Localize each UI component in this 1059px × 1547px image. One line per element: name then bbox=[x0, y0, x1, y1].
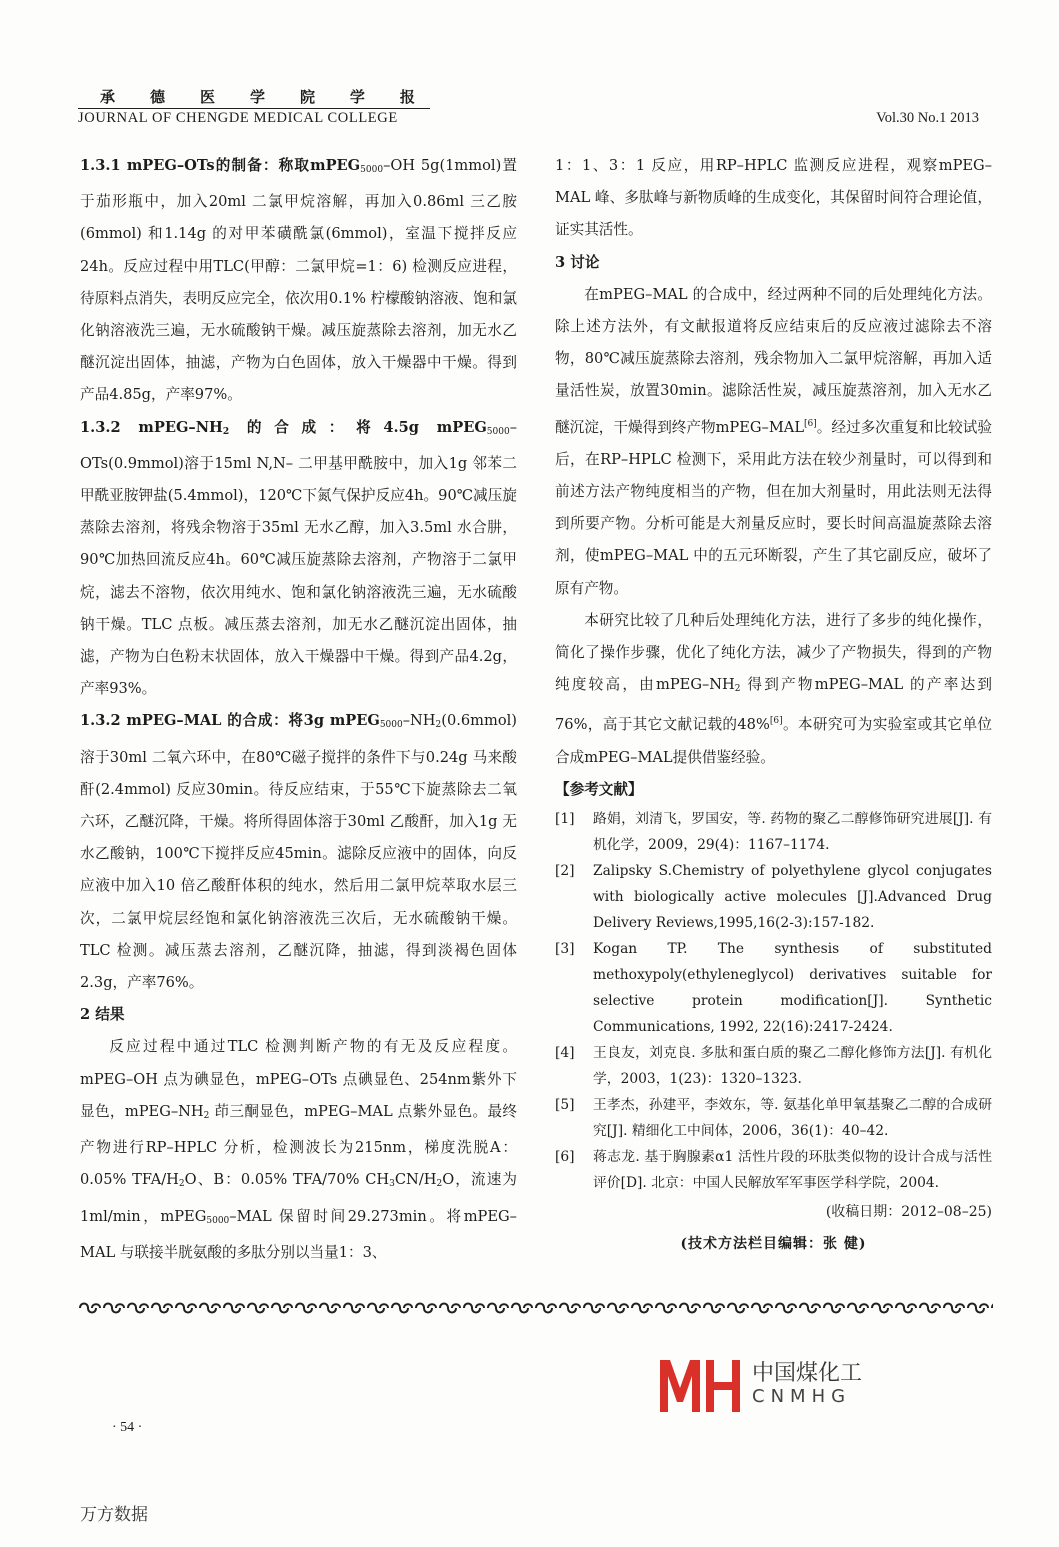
section-1-3-1: 1.3.1 mPEG–OTs的制备：称取mPEG$_{5000}$–OH 5g(1mmol)置于茄形瓶中，加入20ml 二氯甲烷溶解，再加入0.86ml 三乙胺(6mmol) 和1.14g 的对甲苯磺酰氯(6mmol)，室温下搅拌反应24h。反应过程中用TLC(甲醇：二氯甲烷=1：6) 检测反应进程，待原料点消失，表明反应完全，依次用0.1% 柠檬酸钠溶液、饱和氯化钠溶液洗三遍，无水硫酸钠干燥。减压旋蒸除去溶剂，加无水乙醚沉淀出固体，抽滤，产物为白色固体，放入干燥器中干燥。得到产品4.85g，产率97%。 bbox=[80, 157, 517, 404]
section-1-3-2-nh2: 1.3.2 mPEG–$NH_2$ 的合成：将4.5g mPEG$_{5000}$–OTs(0.9mmol)溶于15ml N,N– 二甲基甲酰胺中，加入1g 邻苯二甲酰亚胺钾盐(5.4mmol)，120℃下氮气保护反应4h。90℃减压旋蒸除去溶剂，将残余物溶于35ml 无水乙醇，加入3.5ml 水合肼，90℃加热回流反应4h。60℃减压旋蒸除去溶剂，产物溶于二氯甲烷，滤去不溶物，依次用纯水、饱和氯化钠溶液洗三遍，无水硫酸钠干燥。TLC 点板。减压蒸去溶剂，加无水乙醚沉淀出固体，抽滤，产物为白色粉末状固体，放入干燥器中干燥。得到产品4.2g，产率93%。 bbox=[80, 418, 517, 698]
left-column bbox=[80, 150, 517, 1269]
journal-title-cn bbox=[100, 86, 415, 107]
title-char: 学 bbox=[249, 88, 265, 106]
cnmhg-logo-icon bbox=[656, 1354, 744, 1414]
reference-item: [6] 蒋志龙. 基于胸腺素α1 活性片段的环肽类似物的设计合成与活性评价[D]. 北京：中国人民解放军军事医学科学院，2004. bbox=[555, 1149, 992, 1192]
section-2-title: 2 结果 bbox=[80, 1006, 125, 1024]
logo-text-cn: 中国煤化工 bbox=[752, 1361, 863, 1386]
title-char: 院 bbox=[299, 88, 315, 106]
source-watermark: 万方数据 bbox=[80, 1505, 148, 1525]
section-2-paragraph: 反应过程中通过TLC 检测判断产物的有无及反应程度。mPEG–OH 点为碘显色，mPEG–OTs 点碘显色、254nm紫外下显色，mPEG–$NH_2$ 茚三酮显色，mPEG–MAL 点紫外显色。最终产物进行RP–HPLC 分析，检测波长为215nm，梯度洗脱A：0.05% TFA/$H_2O$、B：0.05% TFA/70% $CH_3CN/H_2O$，流速为1ml/min，mPEG$_{5000}$–MAL 保留时间29.273min。将mPEG–MAL 与联接半胱氨酸的多肽分别以当量1：3、 bbox=[80, 1038, 518, 1261]
title-char: 医 bbox=[199, 88, 215, 106]
title-char: 承 bbox=[100, 88, 116, 106]
section-3-paragraph-1: 在mPEG–MAL 的合成中，经过两种不同的后处理纯化方法。除上述方法外，有文献报道将反应结束后的反应液过滤除去不溶物，80℃减压旋蒸除去溶剂，残余物加入二氯甲烷溶解，再加入适量活性炭，放置30min。滤除活性炭，减压旋蒸溶剂，加入无水乙醚沉淀，干燥得到终产物mPEG–MAL[6]。经过多次重复和比较试验后，在RP–HPLC 检测下，采用此方法在较少剂量时，可以得到和前述方法产物纯度相当的产物，但在加大剂量时，用此法则无法得到所要产物。分析可能是大剂量反应时，要长时间高温旋蒸除去溶剂，使mPEG–MAL 中的五元环断裂，产生了其它副反应，破坏了原有产物。 bbox=[555, 285, 992, 597]
section-3-title: 3 讨论 bbox=[555, 253, 600, 271]
section-2-continued: 1：1、3：1 反应，用RP–HPLC 监测反应进程，观察mPEG–MAL 峰、多肽峰与新物质峰的生成变化，其保留时间符合理论值，证实其活性。 bbox=[555, 157, 992, 239]
decorative-border bbox=[78, 1300, 993, 1316]
header-rule bbox=[78, 108, 430, 109]
reference-item: [4] 王良友，刘克良. 多肽和蛋白质的聚乙二醇化修饰方法[J]. 有机化学，2003，1(23)：1320–1323. bbox=[555, 1045, 992, 1088]
reference-item: [5] 王孝杰，孙建平，李效东，等. 氨基化单甲氧基聚乙二醇的合成研究[J]. 精细化工中间体，2006，36(1)：40–42. bbox=[555, 1097, 992, 1140]
reference-item: [3] Kogan TP. The synthesis of substituted methoxypoly(ethyleneglycol) derivatives suitable for selective protein modification[J]. Synthetic Communications, 1992, 22(16):2417-2424. bbox=[555, 941, 992, 1036]
section-3-paragraph-2: 本研究比较了几种后处理纯化方法，进行了多步的纯化操作，简化了操作步骤，优化了纯化方法，减少了产物损失，得到的产物纯度较高，由mPEG–$NH_2$ 得到产物mPEG–MAL 的产率达到76%，高于其它文献记载的48%[6]。本研究可为实验室或其它单位合成mPEG–MAL提供借鉴经验。 bbox=[555, 611, 992, 766]
reference-item: [1] 路娟，刘清飞，罗国安，等. 药物的聚乙二醇修饰研究进展[J]. 有机化学，2009，29(4)：1167–1174. bbox=[555, 811, 992, 854]
title-char: 德 bbox=[149, 88, 165, 106]
references-title: 【参考文献】 bbox=[555, 780, 643, 798]
page-number: · 54 · bbox=[112, 1420, 143, 1435]
reference-list bbox=[555, 806, 992, 1196]
column-editor: (技术方法栏目编辑：张 健) bbox=[680, 1236, 867, 1253]
volume-info: Vol.30 No.1 2013 bbox=[876, 110, 979, 126]
title-char: 学 bbox=[349, 88, 365, 106]
received-date: (收稿日期：2012–08–25) bbox=[825, 1204, 992, 1221]
right-column bbox=[555, 150, 992, 1260]
reference-item: [2] Zalipsky S.Chemistry of polyethylene glycol conjugates with biologically active molecules [J].Advanced Drug Delivery Reviews,1995,16(2-3):157-182. bbox=[555, 863, 992, 932]
journal-title-en: JOURNAL OF CHENGDE MEDICAL COLLEGE bbox=[78, 110, 398, 126]
logo-text-en: CNMHG bbox=[752, 1386, 852, 1407]
section-1-3-2-mal: 1.3.2 mPEG–MAL 的合成：将3g $mPEG_{5000}-NH_2(0.6mmol)$溶于30ml 二氧六环中，在80℃磁子搅拌的条件下与0.24g 马来酸酐(2.4mmol) 反应30min。待反应结束，于55℃下旋蒸除去二氧六环，乙醚沉降，干燥。将所得固体溶于30ml 乙酸酐，加入1g 无水乙酸钠，100℃下搅拌反应45min。滤除反应液中的固体，向反应液中加入10 倍乙酸酐体积的纯水，然后用二氯甲烷萃取水层三次，二氯甲烷层经饱和氯化钠溶液洗三次后，无水硫酸钠干燥。TLC 检测。减压蒸去溶剂，乙醚沉降，抽滤，得到淡褐色固体2.3g，产率76%。 bbox=[80, 712, 517, 992]
title-char: 报 bbox=[399, 88, 415, 106]
